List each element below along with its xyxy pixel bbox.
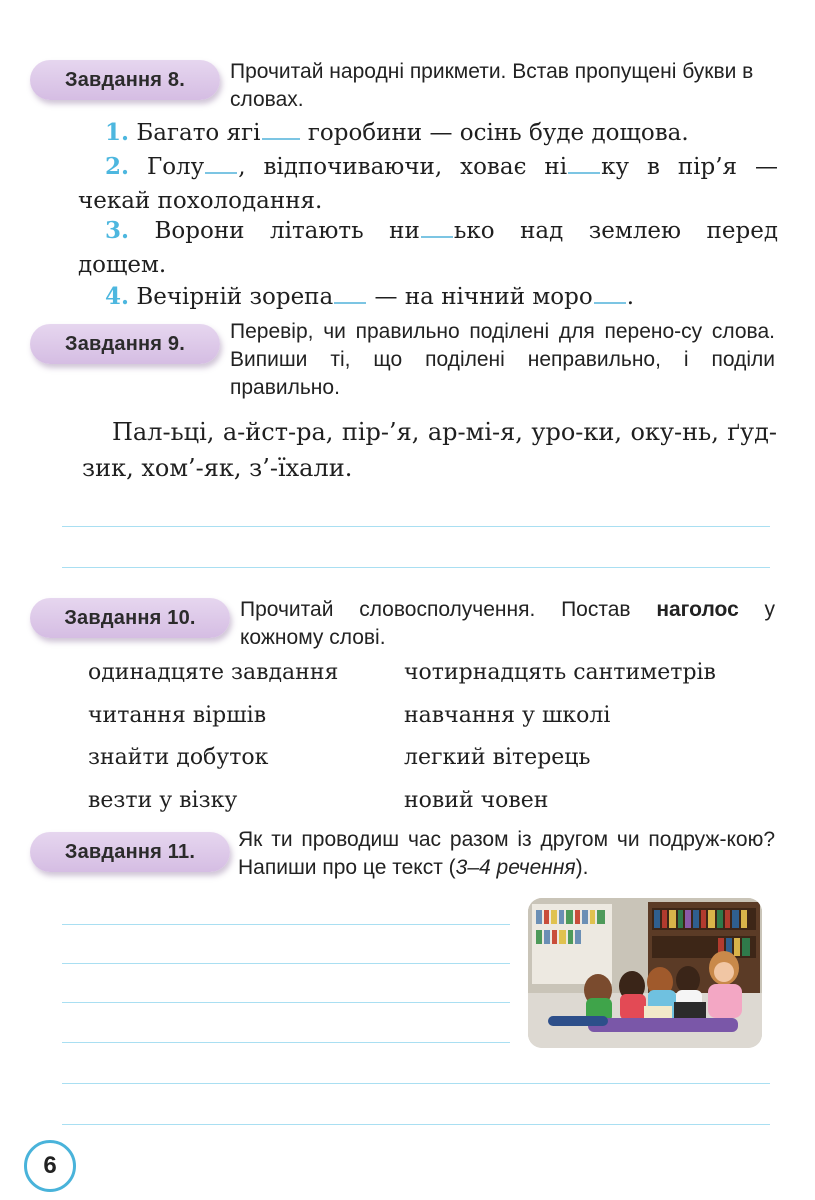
blank-field[interactable] bbox=[262, 120, 300, 140]
item-number: 3. bbox=[105, 217, 130, 244]
task8-item-1 bbox=[105, 116, 775, 150]
phrase: новий човен bbox=[404, 788, 549, 813]
blank-field[interactable] bbox=[421, 218, 453, 238]
task8-label: Завдання 8. bbox=[30, 60, 220, 100]
task9-words: Пал-ьці, а-йст-ра, пір-’я, ар-мі-я, уро-ки, оку-нь, ґуд-зик, хом’-як, з’-їхали. bbox=[82, 418, 777, 482]
item-text: ько над землею перед дощем. bbox=[78, 218, 778, 278]
task11-instruction bbox=[238, 826, 775, 882]
library-illustration bbox=[528, 898, 762, 1048]
writing-line[interactable] bbox=[62, 526, 770, 527]
task10-label: Завдання 10. bbox=[30, 598, 230, 638]
item-number: 2. bbox=[105, 153, 130, 180]
phrase: знайти добуток bbox=[88, 745, 269, 770]
blank-field[interactable] bbox=[334, 284, 366, 304]
item-text: Ворони літають ни bbox=[154, 218, 420, 244]
task9-instruction: Перевір, чи правильно поділені для перено-су слова. Випиши ті, що поділені неправильно, і поділи правильно. bbox=[230, 320, 775, 399]
item-text: ку в пір’я — чекай похолодання. bbox=[78, 154, 778, 214]
phrase: легкий вітерець bbox=[404, 745, 591, 770]
phrase: одинадцяте завдання bbox=[88, 660, 339, 685]
page-number: 6 bbox=[24, 1140, 76, 1192]
writing-line[interactable] bbox=[62, 567, 770, 568]
item-text: . bbox=[626, 284, 635, 310]
item-text: Голу bbox=[146, 154, 205, 180]
instruction-text: Як ти проводиш час разом із другом чи подруж-кою? Напиши про це текст ( bbox=[238, 828, 775, 879]
writing-line[interactable] bbox=[62, 963, 510, 964]
blank-field[interactable] bbox=[205, 154, 237, 174]
instruction-text: Прочитай словосполучення. Постав bbox=[240, 598, 657, 621]
instruction-italic: 3–4 речення bbox=[455, 856, 576, 879]
item-text: , відпочиваючи, ховає ні bbox=[238, 154, 568, 180]
instruction-text: у кожному слові. bbox=[240, 598, 775, 649]
writing-line[interactable] bbox=[62, 1042, 510, 1043]
instruction-text: ). bbox=[575, 856, 589, 879]
task10-instruction bbox=[240, 596, 775, 652]
writing-line[interactable] bbox=[62, 1124, 770, 1125]
children-reading-photo bbox=[528, 898, 762, 1048]
item-text: горобини — осінь буде дощова. bbox=[300, 120, 689, 146]
task11-label: Завдання 11. bbox=[30, 832, 230, 872]
blank-field[interactable] bbox=[568, 154, 600, 174]
task8-instruction: Прочитай народні прикмети. Встав пропущені букви в словах. bbox=[230, 60, 754, 111]
phrase: везти у візку bbox=[88, 788, 238, 813]
task9-label: Завдання 9. bbox=[30, 324, 220, 364]
item-number: 4. bbox=[105, 283, 130, 310]
instruction-bold: наголос bbox=[656, 598, 739, 621]
item-number: 1. bbox=[105, 119, 130, 146]
writing-line[interactable] bbox=[62, 1083, 770, 1084]
item-text: Багато ягі bbox=[136, 120, 261, 146]
blank-field[interactable] bbox=[594, 284, 626, 304]
task8-item-4 bbox=[105, 280, 775, 314]
phrase: читання віршів bbox=[88, 703, 267, 728]
item-text: Вечірній зорепа bbox=[136, 284, 334, 310]
phrase: чотирнадцять сантиметрів bbox=[404, 660, 716, 685]
writing-line[interactable] bbox=[62, 1002, 510, 1003]
phrase: навчання у школі bbox=[404, 703, 611, 728]
task8-item-2 bbox=[78, 150, 778, 218]
writing-line[interactable] bbox=[62, 924, 510, 925]
item-text: — на нічний моро bbox=[367, 284, 593, 310]
task8-item-3 bbox=[78, 214, 778, 282]
